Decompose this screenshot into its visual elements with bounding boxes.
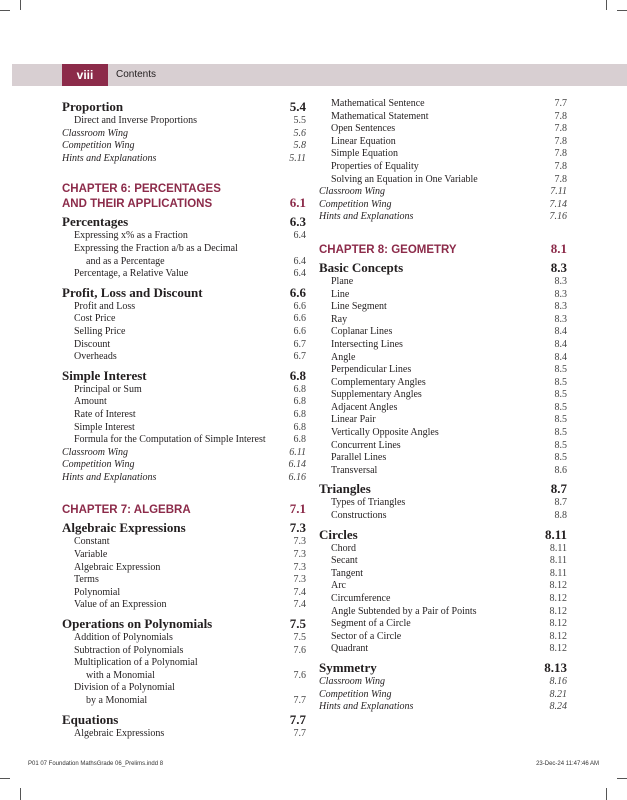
toc-page-number: 7.11 — [550, 186, 567, 198]
toc-entry-label: Subtraction of Polynomials — [74, 644, 184, 656]
toc-page-number: 8.3 — [554, 288, 567, 300]
toc-entry-label: Linear Pair — [331, 414, 376, 426]
toc-page-number: 8.7 — [550, 481, 567, 497]
toc-section-heading — [62, 711, 306, 728]
toc-subtopic — [319, 326, 567, 339]
toc-entry-label: Hints and Explanations — [319, 701, 414, 713]
toc-page-number: 7.8 — [554, 135, 567, 147]
toc-page-number: 7.1 — [289, 501, 306, 517]
toc-subtopic — [319, 643, 567, 656]
toc-page-number: 8.3 — [550, 259, 567, 275]
toc-chapter-heading — [62, 502, 306, 517]
toc-page-number: 7.8 — [554, 160, 567, 172]
toc-entry-label: Classroom Wing — [62, 127, 129, 139]
toc-page-number: 6.6 — [293, 313, 306, 325]
toc-subtopic — [62, 536, 306, 549]
toc-entry-label: Mathematical Statement — [331, 110, 429, 122]
toc-subtopic — [319, 174, 567, 187]
toc-page-number: 5.4 — [289, 99, 306, 114]
toc-subtopic — [319, 98, 567, 111]
toc-page-number: 7.6 — [293, 669, 306, 681]
toc-entry-label: Formula for the Computation of Simple Interest — [74, 434, 266, 446]
crop-mark — [20, 788, 21, 800]
toc-section-heading — [319, 659, 567, 676]
toc-entry-label: Line Segment — [331, 301, 387, 313]
toc-subtopic — [319, 301, 567, 314]
crop-mark — [606, 0, 607, 10]
toc-subtopic — [319, 276, 567, 289]
toc-subtopic-continuation — [62, 256, 306, 269]
toc-page-number: 8.5 — [554, 376, 567, 388]
footer-slug-right: 23-Dec-24 11:47:46 AM — [536, 761, 599, 767]
toc-page-number: 6.4 — [293, 230, 306, 242]
toc-subtopic — [319, 339, 567, 352]
toc-subtopic — [319, 510, 567, 523]
toc-page-number: 8.5 — [554, 427, 567, 439]
toc-subtopic — [319, 452, 567, 465]
toc-entry-label: Simple Equation — [331, 148, 398, 160]
toc-page-number: 8.12 — [549, 593, 567, 604]
toc-subtopic — [62, 657, 306, 670]
toc-page-number: 6.3 — [289, 214, 306, 230]
toc-entry-label: Percentages — [62, 214, 129, 230]
toc-subtopic — [62, 409, 306, 422]
toc-page-number: 6.6 — [293, 300, 306, 312]
toc-subtopic — [62, 434, 306, 447]
toc-subtopic — [62, 268, 306, 281]
toc-page-number: 8.12 — [549, 643, 567, 655]
toc-entry-label: Solving an Equation in One Variable — [331, 173, 478, 185]
toc-entry-label: Sector of a Circle — [331, 630, 402, 642]
crop-mark — [606, 788, 607, 800]
toc-subtopic — [319, 148, 567, 161]
toc-page-number: 7.3 — [293, 549, 306, 561]
toc-entry-label: Profit, Loss and Discount — [62, 284, 203, 300]
toc-page-number: 8.4 — [554, 326, 567, 338]
toc-entry-label: Constant — [74, 536, 110, 548]
toc-page-number: 6.7 — [293, 351, 306, 363]
toc-subtopic — [319, 427, 567, 440]
toc-subtopic — [319, 314, 567, 327]
toc-page-number: 6.8 — [293, 383, 306, 395]
toc-entry-label: Hints and Explanations — [319, 211, 414, 223]
toc-page-number: 8.5 — [554, 389, 567, 401]
toc-entry-label: Simple Interest — [62, 367, 147, 383]
toc-subtopic — [319, 465, 567, 478]
toc-entry-label: Circles — [319, 526, 358, 542]
toc-entry-label: Ray — [331, 313, 348, 325]
toc-page-number: 8.13 — [544, 659, 567, 675]
toc-entry-label: Percentage, a Relative Value — [74, 268, 189, 280]
toc-page-number: 8.5 — [554, 452, 567, 464]
toc-subtopic — [62, 422, 306, 435]
toc-page-number: 6.4 — [293, 268, 306, 280]
toc-subtopic — [62, 243, 306, 256]
toc-page-number: 8.8 — [554, 510, 567, 522]
toc-entry-label: Open Sentences — [331, 123, 396, 135]
toc-page-number: 8.11 — [549, 542, 567, 554]
toc-entry-label: Constructions — [331, 510, 387, 522]
toc-entry-label: Multiplication of a Polynomial — [74, 657, 198, 669]
toc-section-heading — [62, 98, 306, 115]
toc-page-number: 6.14 — [288, 459, 306, 471]
toc-entry-label: Competition Wing — [319, 688, 392, 700]
toc-entry-label: Symmetry — [319, 659, 377, 675]
toc-entry-label: Expressing x% as a Fraction — [74, 230, 188, 242]
toc-subtopic — [62, 313, 306, 326]
toc-page-number: 8.11 — [544, 526, 567, 542]
toc-page-number: 7.7 — [293, 695, 306, 706]
toc-page-number: 8.5 — [554, 439, 567, 451]
toc-entry-label: Equations — [62, 711, 119, 727]
toc-section-heading — [62, 519, 306, 536]
toc-subtopic — [62, 682, 306, 695]
toc-page-number: 5.8 — [293, 140, 306, 152]
toc-section-heading — [62, 615, 306, 632]
toc-entry-label: Hints and Explanations — [62, 471, 157, 483]
page-number: viii — [76, 68, 94, 82]
toc-entry-label: Expressing the Fraction a/b as a Decimal — [74, 242, 238, 254]
toc-page-number: 6.8 — [293, 421, 306, 433]
toc-subtopic — [319, 543, 567, 556]
toc-exercise-entry — [319, 689, 567, 702]
toc-subtopic — [319, 580, 567, 593]
toc-right-column — [319, 98, 567, 714]
toc-subtopic — [62, 326, 306, 339]
toc-page-number: 8.3 — [554, 301, 567, 313]
toc-page-number: 6.8 — [293, 396, 306, 408]
toc-page-number: 6.8 — [293, 408, 306, 420]
toc-page-number: 7.16 — [549, 211, 567, 223]
toc-page-number: 7.3 — [289, 520, 306, 536]
toc-entry-label: Quadrant — [331, 643, 369, 655]
toc-page-number: 7.3 — [293, 536, 306, 548]
toc-entry-label: Value of an Expression — [74, 599, 167, 611]
toc-entry-label: Addition of Polynomials — [74, 632, 173, 644]
toc-section-heading — [62, 367, 306, 384]
toc-page-number: 6.11 — [289, 446, 306, 458]
toc-page-number: 8.12 — [549, 630, 567, 642]
toc-entry-label: Overheads — [74, 351, 117, 363]
toc-subtopic — [62, 599, 306, 612]
toc-entry-label: Direct and Inverse Proportions — [74, 115, 198, 126]
toc-page-number: 8.7 — [554, 497, 567, 509]
toc-entry-label: Principal or Sum — [74, 383, 142, 395]
toc-page-number: 7.4 — [293, 586, 306, 598]
toc-page-number: 8.4 — [554, 351, 567, 363]
crop-mark — [617, 778, 627, 779]
toc-entry-label: Classroom Wing — [62, 446, 129, 458]
toc-entry-label: and as a Percentage — [86, 255, 165, 267]
toc-subtopic — [319, 111, 567, 124]
toc-entry-label: Angle Subtended by a Pair of Points — [331, 605, 477, 617]
toc-exercise-entry — [62, 128, 306, 141]
toc-subtopic — [62, 115, 306, 128]
toc-entry-label: Adjacent Angles — [331, 401, 398, 413]
toc-chapter-heading — [62, 183, 306, 196]
toc-exercise-entry — [62, 140, 306, 153]
toc-section-heading — [319, 526, 567, 543]
toc-entry-label: with a Monomial — [86, 669, 155, 681]
toc-subtopic — [319, 555, 567, 568]
toc-subtopic — [319, 289, 567, 302]
toc-page-number: 8.5 — [554, 364, 567, 376]
toc-page-number: 8.11 — [549, 555, 567, 567]
toc-page-number: 6.8 — [289, 367, 306, 383]
toc-page-number: 8.3 — [554, 313, 567, 325]
toc-subtopic — [319, 123, 567, 136]
toc-chapter-heading — [62, 196, 306, 211]
toc-page-number: 7.8 — [554, 123, 567, 135]
toc-page-number: 8.5 — [554, 414, 567, 426]
toc-subtopic — [319, 414, 567, 427]
toc-entry-label: Concurrent Lines — [331, 439, 401, 451]
toc-entry-label: Operations on Polynomials — [62, 616, 213, 632]
toc-subtopic — [62, 384, 306, 397]
toc-page-number: 7.7 — [289, 711, 306, 727]
toc-subtopic — [319, 377, 567, 390]
crop-mark — [617, 10, 627, 11]
toc-entry-label: Chord — [331, 542, 356, 554]
toc-page-number: 8.4 — [554, 338, 567, 350]
toc-entry-label: CHAPTER 6: PERCENTAGES — [62, 183, 221, 196]
toc-subtopic — [62, 301, 306, 314]
toc-page-number: 8.24 — [549, 701, 567, 713]
footer-slug-left: P01 07 Foundation MathsGrade 06_Prelims.indd 8 — [28, 761, 164, 767]
toc-chapter-heading — [319, 242, 567, 257]
toc-subtopic — [319, 402, 567, 415]
toc-entry-label: Algebraic Expressions — [74, 727, 165, 739]
toc-page-number: 8.12 — [549, 580, 567, 592]
toc-subtopic — [319, 389, 567, 402]
toc-page-number: 8.16 — [549, 675, 567, 687]
toc-subtopic — [62, 396, 306, 409]
toc-entry-label: CHAPTER 8: GEOMETRY — [319, 243, 457, 256]
toc-entry-label: Properties of Equality — [331, 160, 419, 172]
toc-entry-label: Classroom Wing — [319, 675, 386, 687]
toc-entry-label: Selling Price — [74, 325, 126, 337]
toc-entry-label: Coplanar Lines — [331, 326, 393, 338]
toc-entry-label: CHAPTER 7: ALGEBRA — [62, 504, 191, 517]
toc-page-number: 7.5 — [289, 616, 306, 632]
toc-entry-label: Proportion — [62, 99, 124, 114]
toc-page-number: 7.6 — [293, 644, 306, 656]
toc-exercise-entry — [319, 701, 567, 714]
toc-subtopic — [319, 440, 567, 453]
toc-page-number: 6.6 — [293, 325, 306, 337]
toc-entry-label: Rate of Interest — [74, 408, 136, 420]
toc-entry-label: Profit and Loss — [74, 300, 136, 312]
toc-page-number: 7.3 — [293, 574, 306, 586]
toc-entry-label: Competition Wing — [319, 198, 392, 210]
toc-page-number: 5.6 — [293, 127, 306, 139]
toc-subtopic — [319, 352, 567, 365]
toc-entry-label: Linear Equation — [331, 135, 396, 147]
toc-page-number: 8.1 — [550, 240, 567, 256]
toc-entry-label: Simple Interest — [74, 421, 135, 433]
toc-subtopic — [62, 339, 306, 352]
toc-subtopic — [62, 645, 306, 658]
toc-entry-label: Intersecting Lines — [331, 338, 403, 350]
toc-page-number: 7.14 — [549, 198, 567, 210]
running-header-label: Contents — [116, 69, 157, 80]
toc-section-heading — [62, 213, 306, 230]
toc-entry-label: Hints and Explanations — [62, 152, 157, 164]
toc-entry-label: Tangent — [331, 567, 364, 579]
toc-subtopic — [319, 606, 567, 619]
toc-entry-label: Perpendicular Lines — [331, 364, 412, 376]
toc-entry-label: Vertically Opposite Angles — [331, 427, 439, 439]
toc-subtopic — [319, 136, 567, 149]
toc-entry-label: Classroom Wing — [319, 186, 386, 198]
toc-entry-label: Competition Wing — [62, 140, 135, 152]
toc-page-number: 5.11 — [289, 152, 306, 164]
toc-entry-label: Transversal — [331, 464, 378, 476]
toc-page-number: 8.6 — [554, 464, 567, 476]
toc-subtopic — [319, 568, 567, 581]
toc-subtopic-continuation — [62, 670, 306, 683]
toc-entry-label: Variable — [74, 549, 108, 561]
toc-entry-label: Supplementary Angles — [331, 389, 422, 401]
toc-entry-label: Line — [331, 288, 350, 300]
toc-subtopic — [62, 230, 306, 243]
toc-entry-label: Competition Wing — [62, 459, 135, 471]
toc-exercise-entry — [62, 459, 306, 472]
toc-subtopic — [62, 728, 306, 741]
toc-entry-label: Arc — [331, 580, 346, 592]
toc-page-number: 7.8 — [554, 173, 567, 185]
toc-page-number: 8.5 — [554, 401, 567, 413]
toc-page-number: 7.4 — [293, 599, 306, 611]
toc-subtopic — [319, 631, 567, 644]
toc-subtopic — [62, 587, 306, 600]
toc-page-number: 8.3 — [554, 275, 567, 287]
toc-entry-label: Segment of a Circle — [331, 618, 411, 630]
toc-entry-label: Algebraic Expression — [74, 561, 161, 573]
toc-entry-label: Complementary Angles — [331, 376, 426, 388]
toc-section-heading — [319, 259, 567, 276]
toc-entry-label: Triangles — [319, 481, 371, 497]
toc-section-heading — [319, 480, 567, 497]
toc-subtopic — [62, 632, 306, 645]
toc-page-number: 8.12 — [549, 618, 567, 630]
toc-entry-label: Circumference — [331, 593, 391, 604]
toc-entry-label: Angle — [331, 351, 356, 363]
toc-page-number: 8.12 — [549, 605, 567, 617]
toc-entry-label: Parallel Lines — [331, 452, 387, 464]
toc-exercise-entry — [319, 199, 567, 212]
toc-entry-label: Algebraic Expressions — [62, 520, 186, 536]
toc-page-number: 6.8 — [293, 434, 306, 446]
toc-page-number: 6.16 — [288, 471, 306, 483]
toc-entry-label: Types of Triangles — [331, 497, 406, 509]
toc-page-number: 5.5 — [293, 115, 306, 126]
toc-page-number: 7.8 — [554, 110, 567, 122]
toc-entry-label: AND THEIR APPLICATIONS — [62, 198, 213, 211]
toc-entry-label: Amount — [74, 396, 107, 408]
toc-subtopic — [319, 497, 567, 510]
toc-page-number: 7.3 — [293, 561, 306, 573]
toc-subtopic — [319, 593, 567, 606]
toc-page-number: 8.11 — [549, 567, 567, 579]
toc-subtopic — [319, 364, 567, 377]
toc-subtopic — [62, 351, 306, 364]
crop-mark — [0, 778, 10, 779]
toc-subtopic-continuation — [62, 695, 306, 708]
toc-subtopic — [62, 549, 306, 562]
toc-entry-label: by a Monomial — [86, 695, 148, 706]
toc-entry-label: Mathematical Sentence — [331, 98, 425, 109]
toc-page-number: 6.6 — [289, 284, 306, 300]
toc-page-number: 6.7 — [293, 338, 306, 350]
toc-exercise-entry — [62, 153, 306, 166]
toc-entry-label: Discount — [74, 338, 111, 350]
toc-subtopic — [319, 161, 567, 174]
toc-entry-label: Plane — [331, 275, 354, 287]
toc-subtopic — [62, 562, 306, 575]
toc-section-heading — [62, 284, 306, 301]
toc-entry-label: Division of a Polynomial — [74, 682, 175, 694]
toc-page-number: 7.5 — [293, 632, 306, 644]
toc-page-number: 7.8 — [554, 148, 567, 160]
toc-exercise-entry — [62, 447, 306, 460]
toc-exercise-entry — [319, 186, 567, 199]
toc-subtopic — [62, 574, 306, 587]
toc-page-number: 8.21 — [549, 688, 567, 700]
toc-page-number: 6.1 — [289, 195, 306, 211]
toc-entry-label: Polynomial — [74, 586, 121, 598]
toc-page-number: 6.4 — [293, 255, 306, 267]
toc-left-column — [62, 98, 306, 740]
toc-page-number: 7.7 — [554, 98, 567, 109]
toc-entry-label: Basic Concepts — [319, 259, 404, 275]
toc-entry-label: Cost Price — [74, 313, 116, 325]
crop-mark — [0, 10, 10, 11]
toc-page-number: 7.7 — [293, 727, 306, 739]
crop-mark — [20, 0, 21, 10]
toc-exercise-entry — [319, 211, 567, 224]
toc-entry-label: Secant — [331, 555, 358, 567]
toc-subtopic — [319, 618, 567, 631]
toc-exercise-entry — [62, 472, 306, 485]
toc-exercise-entry — [319, 676, 567, 689]
toc-entry-label: Terms — [74, 574, 99, 586]
